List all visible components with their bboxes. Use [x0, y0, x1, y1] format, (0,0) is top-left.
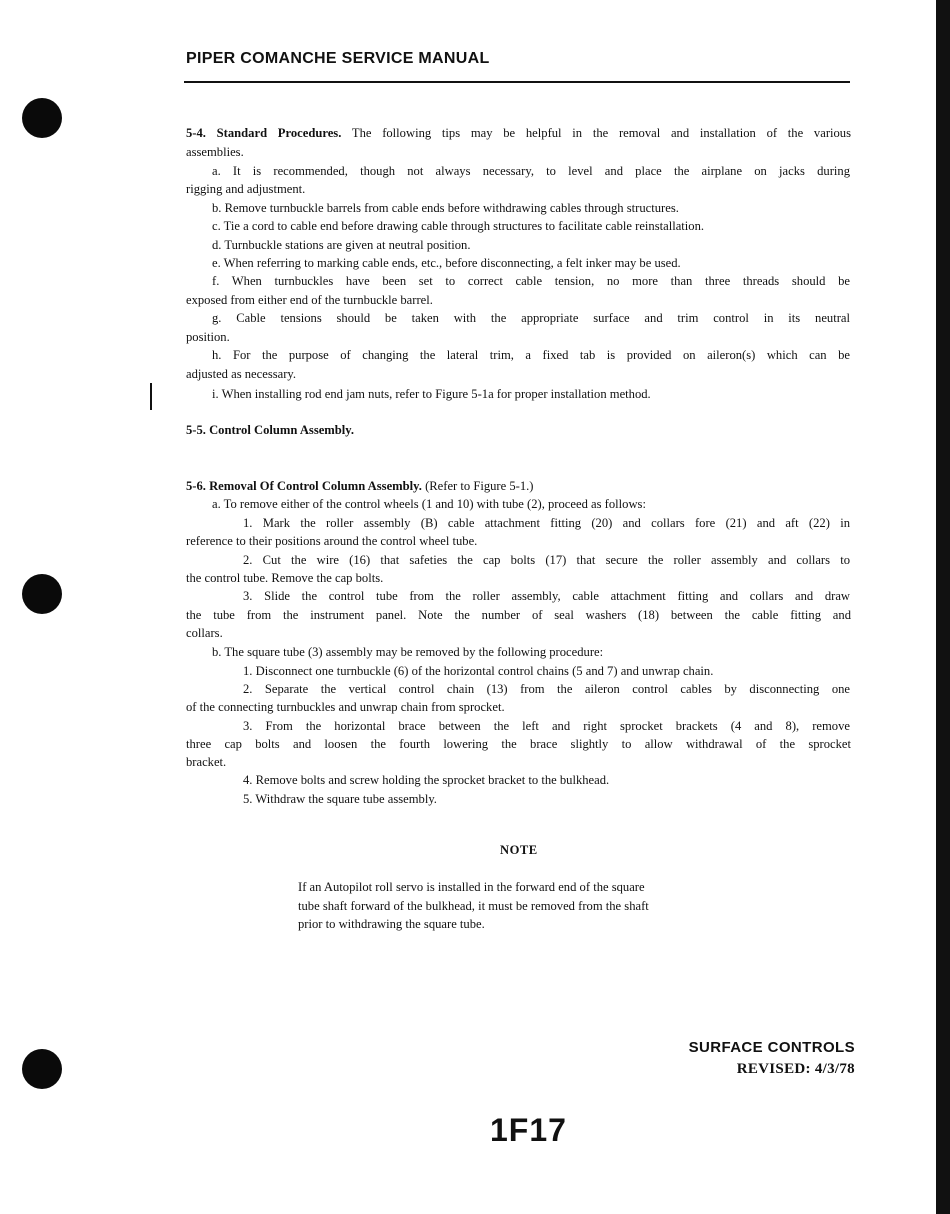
- step-a3-line-2: the tube from the instrument panel. Note the number of seal washers (18) between the cable fitting and: [186, 608, 851, 622]
- item-f-line-2: exposed from either end of the turnbuckle barrel.: [186, 293, 433, 307]
- binder-hole-middle: [22, 574, 62, 614]
- para-5-4-line-2: assemblies.: [186, 145, 244, 159]
- revision-bar: [150, 383, 152, 410]
- note-line-1: If an Autopilot roll servo is installed in the forward end of the square: [298, 880, 645, 894]
- step-b: b. The square tube (3) assembly may be removed by the following procedure:: [212, 645, 604, 659]
- item-c: c. Tie a cord to cable end before drawing cable through structures to facilitate cable reinstallation.: [212, 219, 705, 233]
- item-h-line-1: h. For the purpose of changing the lateral trim, a fixed tab is provided on aileron(s) which can be: [212, 348, 850, 362]
- item-a-line-2: rigging and adjustment.: [186, 182, 306, 196]
- step-a: a. To remove either of the control wheels (1 and 10) with tube (2), proceed as follows:: [212, 497, 646, 511]
- step-a3-line-3: collars.: [186, 626, 223, 640]
- step-b3-line-1: 3. From the horizontal brace between the left and right sprocket brackets (4 and 8), remove: [243, 719, 850, 733]
- step-a1-line-2: reference to their positions around the control wheel tube.: [186, 534, 478, 548]
- heading-5-4: 5-4. Standard Procedures.: [186, 126, 342, 140]
- item-f-line-1: f. When turnbuckles have been set to correct cable tension, no more than three threads should be: [212, 274, 850, 288]
- header-rule: [184, 81, 850, 83]
- footer-revision-date: REVISED: 4/3/78: [736, 1061, 855, 1077]
- binder-hole-top: [22, 98, 62, 138]
- item-e: e. When referring to marking cable ends, etc., before disconnecting, a felt inker may be used.: [212, 256, 681, 270]
- item-d: d. Turnbuckle stations are given at neutral position.: [212, 238, 471, 252]
- step-b3-line-2: three cap bolts and loosen the fourth lowering the brace slightly to allow withdrawal of the sprocket: [186, 737, 851, 751]
- note-line-2: tube shaft forward of the bulkhead, it must be removed from the shaft: [298, 899, 649, 913]
- footer-section-name: SURFACE CONTROLS: [688, 1039, 855, 1056]
- page-edge-bar: [936, 0, 950, 1214]
- step-b1: 1. Disconnect one turnbuckle (6) of the horizontal control chains (5 and 7) and unwrap chain.: [243, 664, 714, 678]
- heading-5-5: 5-5. Control Column Assembly.: [186, 423, 355, 437]
- step-a3-line-1: 3. Slide the control tube from the roller assembly, cable attachment fitting and collars and draw: [243, 589, 850, 603]
- item-b: b. Remove turnbuckle barrels from cable ends before withdrawing cables through structures.: [212, 201, 679, 215]
- binder-hole-bottom: [22, 1049, 62, 1089]
- step-b3-line-3: bracket.: [186, 755, 227, 769]
- item-i: i. When installing rod end jam nuts, refer to Figure 5-1a for proper installation method.: [212, 387, 651, 401]
- step-b2-line-2: of the connecting turnbuckles and unwrap chain from sprocket.: [186, 700, 505, 714]
- para-5-4-line-1: 5-4. Standard Procedures. The following tips may be helpful in the removal and installation of the various: [186, 126, 852, 140]
- step-b5: 5. Withdraw the square tube assembly.: [243, 792, 437, 806]
- item-g-line-1: g. Cable tensions should be taken with the appropriate surface and trim control in its neutral: [212, 311, 850, 325]
- step-b4: 4. Remove bolts and screw holding the sprocket bracket to the bulkhead.: [243, 773, 610, 787]
- heading-5-6: 5-6. Removal Of Control Column Assembly. (Refer to Figure 5-1.): [186, 479, 534, 493]
- step-a2-line-1: 2. Cut the wire (16) that safeties the cap bolts (17) that secure the roller assembly and collars to: [243, 553, 850, 567]
- note-title: NOTE: [500, 843, 538, 857]
- manual-title: PIPER COMANCHE SERVICE MANUAL: [186, 50, 490, 67]
- item-a-line-1: a. It is recommended, though not always necessary, to level and place the airplane on jacks during: [212, 164, 850, 178]
- page-code: 1F17: [490, 1112, 567, 1148]
- note-line-3: prior to withdrawing the square tube.: [298, 917, 485, 931]
- item-h-line-2: adjusted as necessary.: [186, 367, 297, 381]
- item-g-line-2: position.: [186, 330, 230, 344]
- step-a1-line-1: 1. Mark the roller assembly (B) cable attachment fitting (20) and collars fore (21) and aft (22) in: [243, 516, 850, 530]
- step-b2-line-1: 2. Separate the vertical control chain (13) from the aileron control cables by disconnecting one: [243, 682, 850, 696]
- step-a2-line-2: the control tube. Remove the cap bolts.: [186, 571, 384, 585]
